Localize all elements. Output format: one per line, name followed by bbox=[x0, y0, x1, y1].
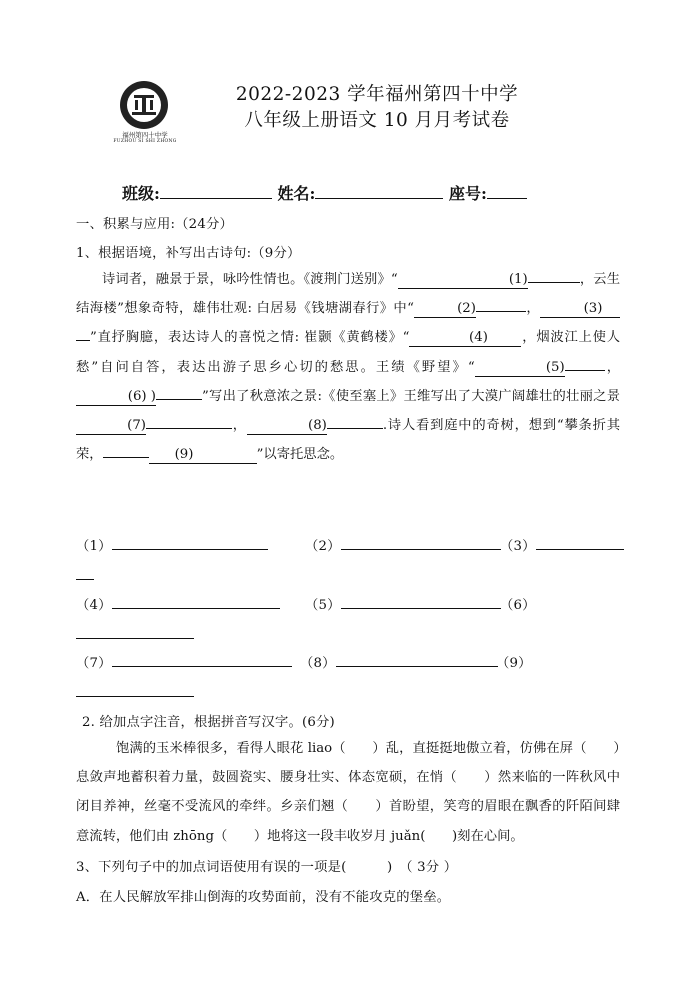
student-info-fields bbox=[122, 181, 527, 204]
blank-1-cont[interactable] bbox=[528, 282, 580, 283]
section1-heading: 一、积累与应用:（24分） bbox=[76, 217, 233, 232]
answer-4[interactable]: （4） bbox=[76, 594, 280, 613]
answer-6-line[interactable] bbox=[76, 622, 194, 639]
class-field[interactable] bbox=[160, 184, 272, 199]
answer-9-line[interactable] bbox=[76, 680, 194, 697]
answer-7[interactable]: （7） bbox=[76, 652, 292, 671]
answer-3[interactable]: （3） bbox=[500, 535, 624, 554]
blank-2[interactable]: (2) bbox=[414, 301, 476, 318]
blank-3-cont[interactable] bbox=[76, 340, 90, 341]
answer-5[interactable]: （5） bbox=[305, 594, 501, 613]
page-subtitle: 八年级上册语文 10 月月考试卷 bbox=[244, 110, 510, 131]
answer-6[interactable]: （6） bbox=[500, 598, 536, 613]
answer-1[interactable]: （1） bbox=[76, 535, 268, 554]
blank-9[interactable]: (9) bbox=[149, 447, 257, 464]
answer-2[interactable]: （2） bbox=[305, 535, 501, 554]
blank-1[interactable]: (1) bbox=[398, 272, 528, 289]
answer-9[interactable]: （9） bbox=[496, 656, 532, 671]
blank-8-cont[interactable] bbox=[327, 428, 383, 429]
blank-9-pre[interactable] bbox=[103, 457, 149, 458]
q1-heading: 1、根据语境，补写出古诗句:（9分） bbox=[76, 246, 301, 261]
blank-7[interactable]: (7) bbox=[76, 418, 146, 435]
q2-passage: 饱满的玉米棒很多，看得人眼花 liao（ ）乱，直挺挺地傲立着，仿佛在屏（ ）息敛声地蓄积着力量，鼓圆瓷实、腰身壮实、体态宽硕，在悄（ ）然来临的一阵秋风中闭目养神，丝毫不受流风的牵绊。乡亲们翘（ ）首盼望，笑弯的眉眼在飘香的阡陌间肆意流转，他们由 zhōng（ ）地将这一段丰收岁月 juǎn( )刻在心间。 bbox=[76, 741, 620, 844]
q1-passage: 诗词者，融景于景，咏吟性情也。《渡荆门送别》“ (1) ，云生结海楼”想象奇特，雄伟壮观: 白居易《钱塘湖春行》中“ (2) ， (3)”直抒胸臆，表达诗人的喜悦之情: 崔颢《黄鹤楼》“ (4) ，烟波江上使人愁”自问自答，表达出游子思乡心切的愁思。王绩《野望》“ (5) ，(6) ) ”写出了秋意浓之景:《使至塞上》王维写出了大漠广阔雄壮的壮丽之景(7) ， (8) .诗人看到庭中的奇树，想到“攀条折其荣， (9) ”以寄托思念。 bbox=[76, 272, 621, 463]
q2-heading: 2. 给加点字注音，根据拼音写汉字。(6分) bbox=[82, 715, 335, 730]
blank-5[interactable]: (5) bbox=[475, 360, 565, 377]
q3-heading: 3、下列句子中的加点词语使用有误的一项是( ) （ 3分 ） bbox=[76, 860, 458, 875]
blank-5-cont[interactable] bbox=[565, 370, 605, 371]
name-label: 姓名: bbox=[277, 184, 316, 203]
blank-2-cont[interactable] bbox=[476, 311, 526, 312]
blank-7-cont[interactable] bbox=[146, 428, 232, 429]
logo-caption: 福州第四十中学 bbox=[122, 131, 168, 139]
blank-6[interactable]: (6) ) bbox=[76, 389, 156, 406]
answer-3-cont[interactable] bbox=[76, 563, 94, 580]
q3-option-a: A．在人民解放军排山倒海的攻势面前，没有不能攻克的堡垒。 bbox=[76, 890, 451, 905]
seat-label: 座号: bbox=[449, 184, 487, 203]
name-field[interactable] bbox=[315, 184, 443, 199]
blank-8[interactable]: (8) bbox=[247, 418, 327, 435]
answer-8[interactable]: （8） bbox=[300, 652, 498, 671]
seat-field[interactable] bbox=[487, 184, 527, 199]
blank-6-cont[interactable] bbox=[156, 399, 202, 400]
class-label: 班级: bbox=[122, 184, 160, 203]
page-title: 2022-2023 学年福州第四十中学 bbox=[235, 84, 519, 105]
blank-3[interactable]: (3) bbox=[540, 301, 620, 318]
logo-caption-en: FUZHOU SI SHI ZHONG bbox=[113, 139, 177, 144]
blank-4[interactable]: (4) bbox=[409, 330, 521, 347]
